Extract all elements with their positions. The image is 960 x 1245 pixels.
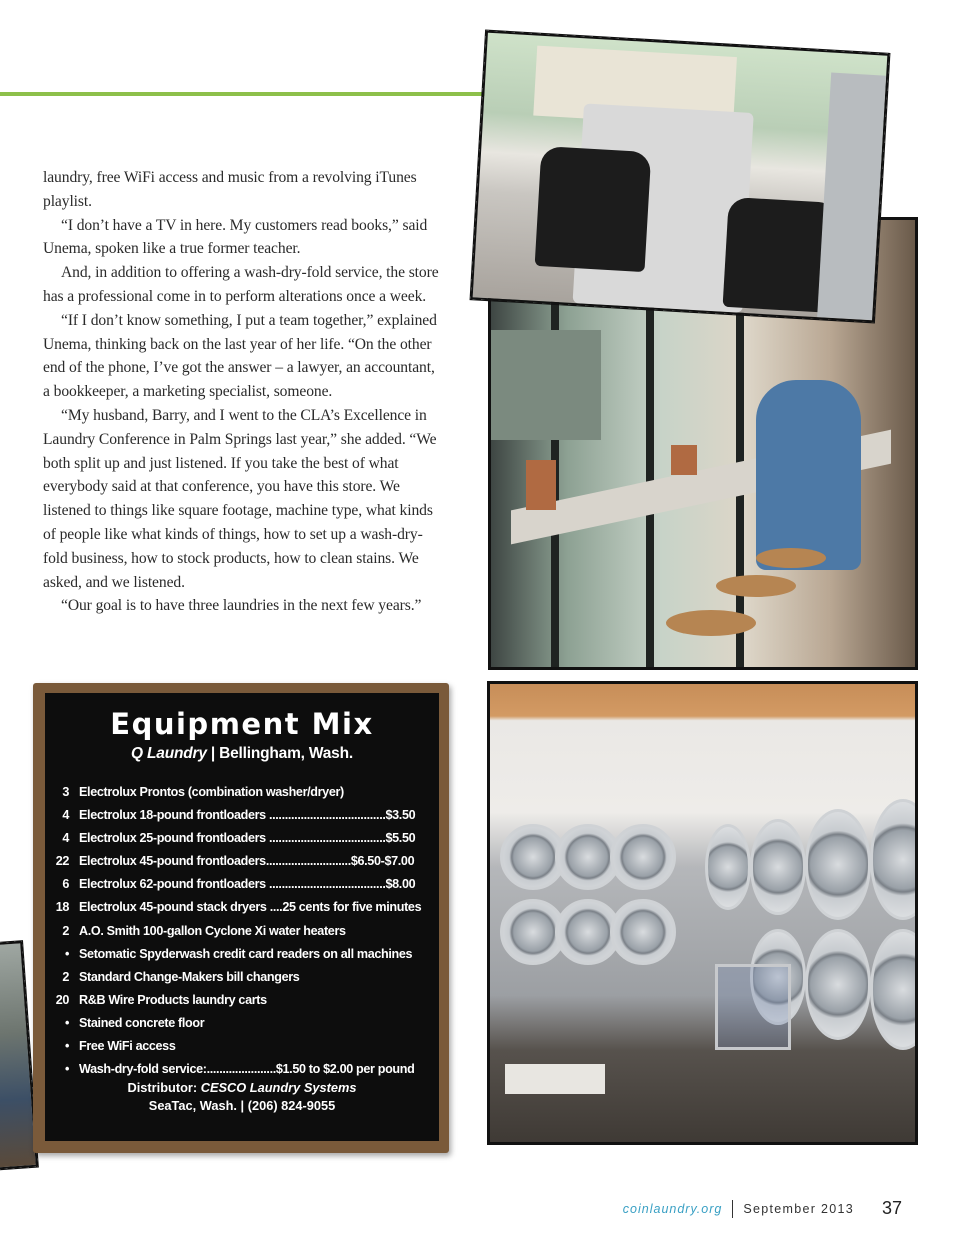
equipment-item (45, 808, 439, 831)
equipment-description: Electrolux 18-pound frontloaders .....................................$3.50 (79, 808, 416, 823)
stool-3 (756, 548, 826, 568)
laundry-cart (715, 964, 791, 1050)
plant-pot-1 (526, 460, 556, 510)
distributor-name: CESCO Laundry Systems (200, 1080, 357, 1095)
page-number: 37 (881, 1198, 902, 1218)
photo-counter-chairs (471, 31, 890, 323)
equipment-description: Free WiFi access (79, 1039, 176, 1054)
washer-door (805, 929, 871, 1040)
equipment-mix-board (45, 693, 439, 1141)
distributor-line (45, 1079, 439, 1097)
equipment-quantity: • (64, 1062, 69, 1077)
equipment-description: Wash-dry-fold service:......................$1.50 to $2.00 per pound (79, 1062, 415, 1077)
equipment-quantity: 4 (62, 831, 69, 846)
equipment-item (45, 877, 439, 900)
equipment-item (45, 924, 439, 947)
equipment-description: Electrolux 45-pound stack dryers ....25 cents for five minutes (79, 900, 422, 915)
subtitle-separator: | (210, 745, 216, 762)
article-paragraph: “If I don’t know something, I put a team together,” explained Unema, thinking back on the last year of her life. “On the other end of the phone, I’ve got the answer – a lawyer, an accountant, a bookkeeper, a marketing specialist, someone. (43, 311, 437, 401)
equipment-description: Electrolux 62-pound frontloaders .....................................$8.00 (79, 877, 416, 892)
equipment-description: Stained concrete floor (79, 1015, 205, 1030)
washer-door (870, 799, 917, 920)
equipment-quantity: • (64, 1015, 69, 1030)
article-paragraph: “I don’t have a TV in here. My customers read books,” said Unema, spoken like a true former teacher. (43, 216, 428, 258)
equipment-item (45, 785, 439, 808)
equipment-quantity: 3 (62, 785, 69, 799)
equipment-description: R&B Wire Products laundry carts (79, 992, 267, 1007)
equipment-description: Electrolux 25-pound frontloaders .....................................$5.50 (79, 831, 416, 846)
article-paragraph: laundry, free WiFi access and music from a revolving iTunes playlist. (43, 169, 417, 210)
equipment-description: Standard Change-Makers bill changers (79, 969, 300, 984)
article-body (43, 166, 443, 618)
distributor-label: Distributor: (127, 1080, 198, 1095)
footer-separator (732, 1200, 733, 1218)
folding-table (505, 1064, 605, 1094)
washer-door (870, 929, 917, 1050)
equipment-item (45, 900, 439, 923)
equipment-mix-box (33, 683, 449, 1153)
equipment-quantity: 6 (62, 877, 69, 892)
equipment-description: Electrolux 45-pound frontloaders...........................$6.50-$7.00 (79, 854, 415, 869)
photo-washers (488, 682, 917, 1144)
washer-door (750, 819, 806, 915)
page-footer (623, 1198, 902, 1219)
equipment-mix-title: Equipment Mix (110, 707, 374, 741)
equipment-item (45, 1039, 439, 1062)
washer-door (610, 824, 676, 890)
equipment-quantity: 2 (62, 969, 69, 984)
washer-door (805, 809, 871, 920)
equipment-quantity: 2 (62, 923, 69, 938)
equipment-quantity: 4 (62, 808, 69, 823)
article-paragraph: “My husband, Barry, and I went to the CLA’s Excellence in Laundry Conference in Palm Springs last year,” she added. “We both split up and just listened. If you take the best of what everybody said at that conference, you have this store. We listened to things like square footage, machine type, what kinds of people like what kinds of things, how to set up a wash-dry-fold business, how to stock products, how to clean stains. We asked, and we listened. (43, 406, 437, 591)
machines-side (817, 73, 886, 321)
article-paragraph: And, in addition to offering a wash-dry-fold service, the store has a professional come in to perform alterations once a week. (43, 264, 439, 305)
contact-separator: | (240, 1098, 245, 1113)
equipment-quantity: • (64, 1039, 69, 1054)
chair-left (535, 146, 652, 272)
seated-person (756, 380, 861, 570)
equipment-description: Electrolux Prontos (combination washer/dryer) (79, 785, 344, 799)
equipment-item (45, 1016, 439, 1039)
distributor-contact-line (45, 1097, 439, 1115)
equipment-quantity: 20 (55, 992, 69, 1007)
issue-date: September 2013 (743, 1201, 854, 1216)
equipment-mix-subtitle (45, 745, 439, 763)
parked-truck (491, 330, 601, 440)
equipment-item (45, 993, 439, 1016)
equipment-quantity: • (64, 946, 69, 961)
stool-1 (666, 610, 756, 636)
equipment-item (45, 970, 439, 993)
store-name: Q Laundry (131, 745, 207, 762)
distributor-phone: (206) 824-9055 (247, 1098, 336, 1113)
equipment-item (45, 831, 439, 854)
distributor-info (45, 1079, 439, 1115)
equipment-quantity: 18 (55, 900, 69, 915)
equipment-list (45, 785, 439, 1085)
equipment-description: Setomatic Spyderwash credit card readers on all machines (79, 946, 413, 961)
equipment-description: A.O. Smith 100-gallon Cyclone Xi water heaters (79, 923, 346, 938)
equipment-quantity: 22 (55, 854, 69, 869)
stool-2 (716, 575, 796, 597)
equipment-item (45, 947, 439, 970)
header-rule (0, 92, 485, 96)
distributor-location: SeaTac, Wash. (148, 1098, 237, 1113)
store-location: Bellingham, Wash. (219, 745, 353, 762)
plant-pot-2 (671, 445, 697, 475)
site-link[interactable]: coinlaundry.org (622, 1201, 723, 1216)
equipment-item (45, 854, 439, 877)
article-paragraph: “Our goal is to have three laundries in the next few years.” (61, 597, 422, 615)
washer-door (610, 899, 676, 965)
washer-door (705, 824, 751, 910)
